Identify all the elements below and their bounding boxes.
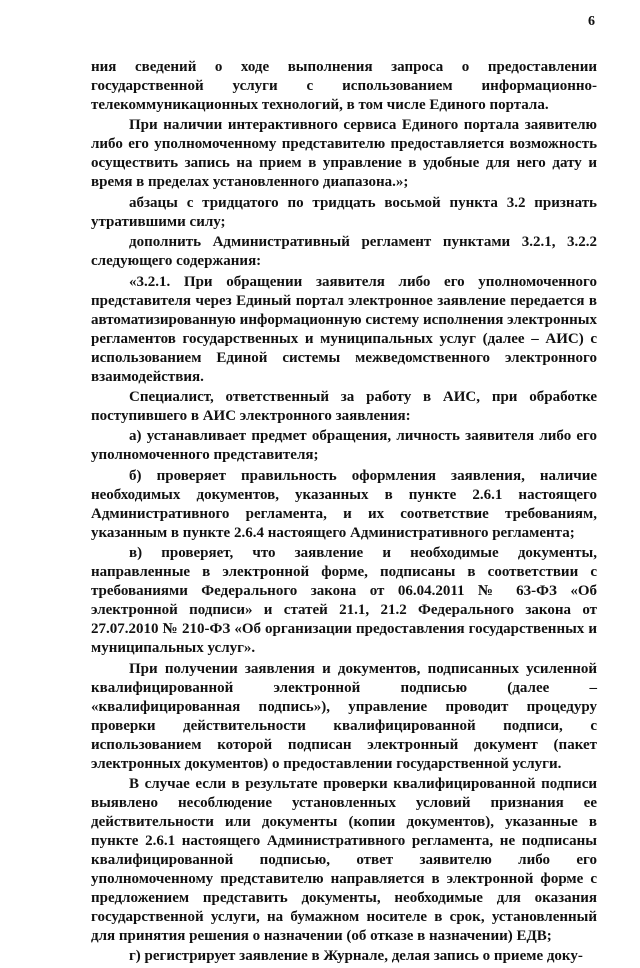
paragraph: При получении заявления и документов, подписанных усиленной квалифицированной электронной подписью (далее – «квалифицированная подпись»), управление проводит процедуру проверки действительности квалифицированной подписи, с использованием которой подписан электронный документ (пакет электронных документов) о предоставлении государственной услуги. [91,660,597,772]
list-item: а) устанавливает предмет обращения, личность заявителя либо его уполномоченного представителя; [91,428,597,464]
paragraph: При наличии интерактивного сервиса Единого портала заявителю либо его уполномоченному представителю предоставляется возможность осуществить запись на прием в управление в удобные для него дату и время в пределах установленного диапазона.»; [91,117,597,191]
paragraph: «3.2.1. При обращении заявителя либо его уполномоченного представителя через Единый портал электронное заявление передается в автоматизированную информационную систему исполнения электронных регламентов государственных и муниципальных услуг (далее – АИС) с использованием Единой системы межведомственного электронного взаимодействия. [91,273,597,385]
paragraph: Специалист, ответственный за работу в АИС, при обработке поступившего в АИС электронного заявления: [91,388,597,424]
list-item: б) проверяет правильность оформления заявления, наличие необходимых документов, указанных в пункте 2.6.1 настоящего Административного регламента, и их соответствие требованиям, указанным в пункте 2.6.4 настоящего Административного регламента; [91,467,597,541]
page-number: 6 [588,14,595,29]
paragraph: дополнить Административный регламент пунктами 3.2.1, 3.2.2 следующего содержания: [91,234,597,270]
list-item: в) проверяет, что заявление и необходимые документы, направленные в электронной форме, подписаны в соответствии с требованиями Федерального закона от 06.04.2011 № 63-ФЗ «Об электронной подписи» и статей 21.1, 21.2 Федерального закона от 27.07.2010 № 210-ФЗ «Об организации предоставления государственных и муниципальных услуг». [91,545,597,657]
paragraph: В случае если в результате проверки квалифицированной подписи выявлено несоблюдение установленных условий признания ее действительности или документы (копии документов), указанные в пункте 2.6.1 настоящего Административного регламента, не подписаны квалифицированной подписью, ответ заявителю либо его уполномоченному представителю направляется в электронной форме с предложением представить документы, необходимые для оказания государственной услуги, на бумажном носителе в срок, установленный для принятия решения о назначении (об отказе в назначении) ЕДВ; [91,775,597,944]
document-body [91,58,597,968]
paragraph: абзацы с тридцатого по тридцать восьмой пункта 3.2 признать утратившими силу; [91,194,597,230]
paragraph: ния сведений о ходе выполнения запроса о предоставлении государственной услуги с использованием информационно-телекоммуникационных технологий, в том числе Единого портала. [91,59,597,113]
list-item: г) регистрирует заявление в Журнале, делая запись о приеме доку- [129,948,583,965]
